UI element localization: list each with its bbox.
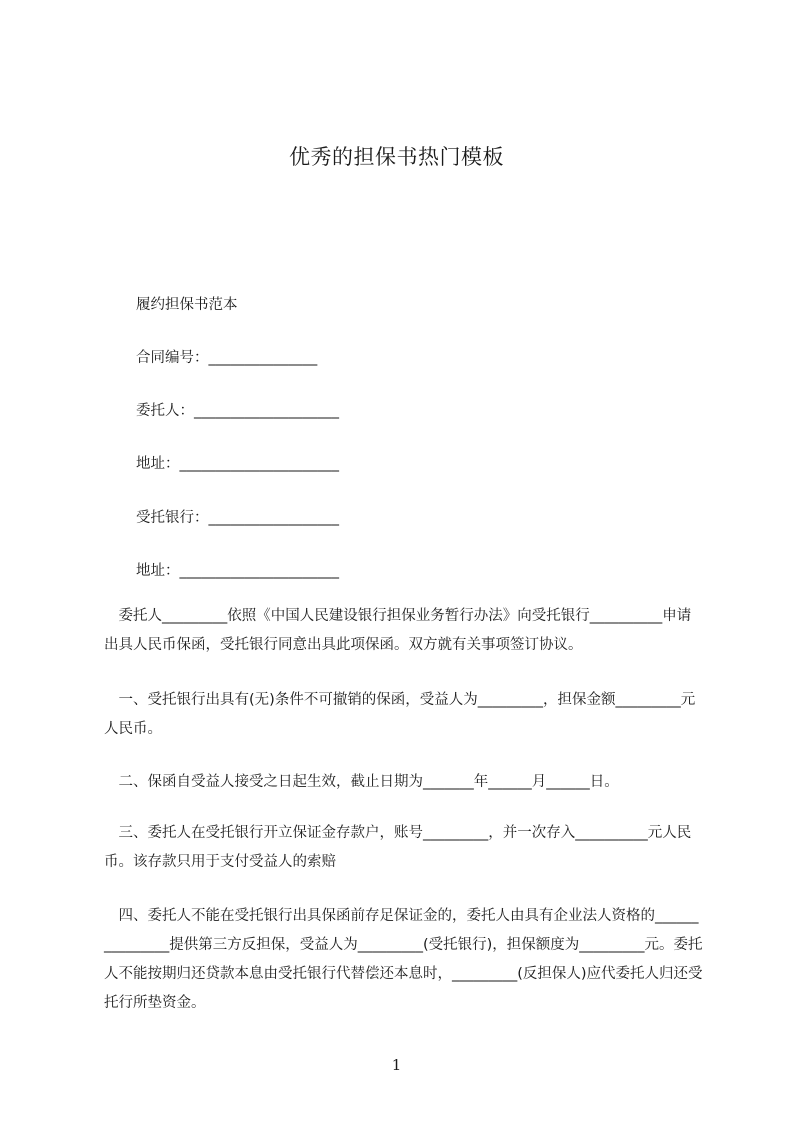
clause-1-paragraph: 一、受托银行出具有(无)条件不可撤销的保函，受益人为_________，担保金额_________元人民币。 [104, 692, 696, 737]
page-number: 1 [391, 1056, 402, 1074]
clause-3-paragraph: 三、委托人在受托银行开立保证金存款户，账号_________，并一次存入__________元人民币。该存款只用于支付受益人的索赔 [104, 825, 692, 870]
bank-address-field: 地址：______________________ [136, 563, 339, 579]
document-subtitle: 履约担保书范本 [136, 297, 238, 313]
bank-field: 受托银行：__________________ [136, 510, 339, 526]
client-address-field: 地址：______________________ [136, 456, 339, 472]
document-title: 优秀的担保书热门模板 [289, 145, 504, 169]
client-field: 委托人：____________________ [136, 403, 339, 419]
contract-number-field: 合同编号：_______________ [136, 350, 318, 366]
intro-paragraph: 委托人_________依照《中国人民建设银行担保业务暂行办法》向受托银行__________申请出具人民币保函，受托银行同意出具此项保函。双方就有关事项签订协议。 [104, 608, 692, 653]
clause-2-paragraph: 二、保函自受益人接受之日起生效，截止日期为_______年______月______日。 [104, 774, 619, 790]
clause-4-paragraph: 四、委托人不能在受托银行出具保函前存足保证金的，委托人由具有企业法人资格的_______________提供第三方反担保，受益人为_________(受托银行)，担保额度为_________元。委托人不能按期归还贷款本息由受托银行代替偿还本息时，_________(反担保人)应代委托人归还受托行所垫资金。 [104, 908, 703, 1011]
